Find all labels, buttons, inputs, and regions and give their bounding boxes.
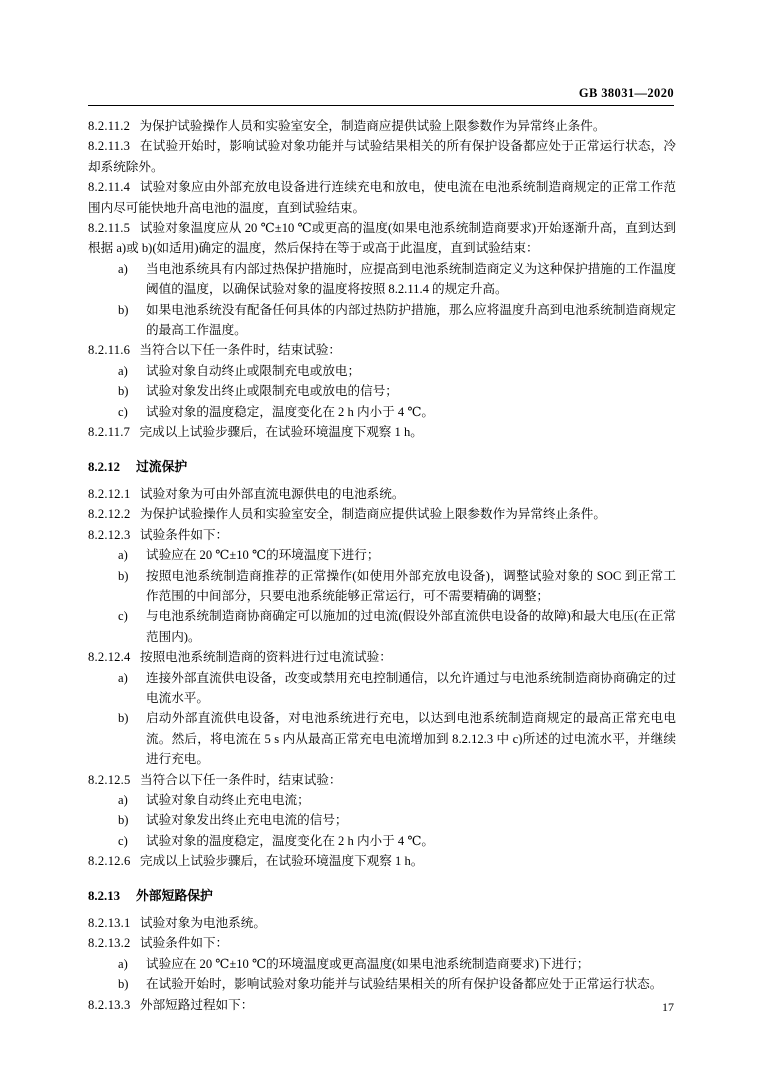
- list-item-text: 试验对象的温度稳定，温度变化在 2 h 内小于 4 ℃。: [146, 833, 435, 848]
- list-marker: b): [118, 568, 129, 583]
- list-item-text: 连接外部直流供电设备，改变或禁用充电控制通信，以允许通过与电池系统制造商协商确定的过电流水平。: [146, 670, 676, 705]
- clause-text: 试验条件如下：: [139, 527, 229, 542]
- list-item-text: 在试验开始时，影响试验对象功能并与试验结果相关的所有保护设备都应处于正常运行状态。: [146, 977, 663, 992]
- list-marker: c): [118, 404, 128, 419]
- list-item: [88, 259, 676, 300]
- clause-paragraph: [88, 116, 676, 136]
- section-title: 过流保护: [136, 459, 188, 474]
- clause-list: [88, 790, 676, 851]
- list-marker: b): [118, 302, 129, 317]
- list-item-text: 试验应在 20 ℃±10 ℃的环境温度下进行；: [146, 548, 380, 563]
- clause-number: 8.2.11.6: [88, 343, 131, 358]
- clause-text: 试验对象为可由外部直流电源供电的电池系统。: [139, 486, 405, 501]
- list-marker: a): [118, 363, 128, 378]
- list-marker: c): [118, 609, 128, 624]
- list-marker: a): [118, 793, 128, 807]
- clause-number: 8.2.12.6: [88, 854, 131, 869]
- list-item-text: 试验对象自动终止充电电流；: [146, 793, 310, 807]
- section-number: 8.2.12: [88, 459, 120, 474]
- list-marker: b): [118, 711, 129, 726]
- list-item: [88, 361, 676, 381]
- list-item: [88, 381, 676, 401]
- list-item-text: 与电池系统制造商协商确定可以施加的过电流(假设外部直流供电设备的故障)和最大电压(在正常范围内)。: [146, 609, 676, 644]
- clause-paragraph: [88, 422, 676, 442]
- list-item-text: 试验对象自动终止或限制充电或放电；: [146, 363, 361, 378]
- list-item: [88, 810, 676, 830]
- list-item: [88, 566, 676, 607]
- clause-text: 当符合以下任一条件时，结束试验：: [139, 772, 342, 787]
- clause-text: 试验对象应由外部充放电设备进行连续充电和放电，使电流在电池系统制造商规定的正常工作范围内尽可能快地升高电池的温度，直到试验结束。: [88, 180, 677, 215]
- clause-paragraph: [88, 647, 676, 667]
- clause-number: 8.2.13.3: [88, 997, 131, 1012]
- clause-paragraph: [88, 525, 676, 545]
- clause-paragraph: [88, 913, 676, 933]
- list-item: [88, 790, 676, 810]
- clause-text: 试验条件如下：: [139, 936, 229, 951]
- clause-number: 8.2.13.1: [88, 916, 131, 931]
- clause-number: 8.2.12.4: [88, 650, 131, 665]
- list-item-text: 试验应在 20 ℃±10 ℃的环境温度或更高温度(如果电池系统制造商要求)下进行；: [146, 956, 590, 971]
- clause-text: 为保护试验操作人员和实验室安全，制造商应提供试验上限参数作为异常终止条件。: [139, 119, 606, 133]
- clause-list: [88, 361, 676, 422]
- clause-number: 8.2.13.2: [88, 936, 131, 951]
- clause-list: [88, 259, 676, 341]
- clause-number: 8.2.11.7: [88, 425, 131, 440]
- list-item-text: 试验对象的温度稳定，温度变化在 2 h 内小于 4 ℃。: [146, 404, 435, 419]
- list-item: [88, 545, 676, 565]
- document-body: [88, 116, 676, 1015]
- clause-number: 8.2.12.2: [88, 507, 131, 522]
- page-number: 17: [662, 1000, 674, 1014]
- clause-number: 8.2.11.2: [88, 119, 131, 133]
- list-marker: b): [118, 384, 129, 399]
- clause-paragraph: [88, 177, 676, 218]
- list-item: [88, 606, 676, 647]
- section-number: 8.2.13: [88, 888, 120, 903]
- clause-paragraph: [88, 995, 676, 1015]
- clause-text: 当符合以下任一条件时，结束试验：: [139, 343, 342, 358]
- clause-paragraph: [88, 340, 676, 360]
- section-heading: [88, 886, 676, 906]
- list-item: [88, 954, 676, 974]
- section-heading: [88, 457, 676, 477]
- clause-number: 8.2.12.5: [88, 772, 131, 787]
- header-divider: [88, 105, 674, 106]
- list-item: [88, 708, 676, 769]
- section-title: 外部短路保护: [136, 888, 213, 903]
- clause-text: 外部短路过程如下：: [139, 997, 254, 1012]
- list-item-text: 试验对象发出终止或限制充电或放电的信号；: [146, 384, 398, 399]
- clause-list: [88, 545, 676, 647]
- clause-text: 试验对象温度应从 20 ℃±10 ℃或更高的温度(如果电池系统制造商要求)开始逐渐升高，直到达到根据 a)或 b)(如适用)确定的温度，然后保持在等于或高于此温度，直到试验结束：: [88, 221, 676, 256]
- clause-list: [88, 954, 676, 995]
- list-marker: c): [118, 833, 128, 848]
- clause-paragraph: [88, 770, 676, 790]
- clause-number: 8.2.11.4: [88, 180, 131, 195]
- list-item-text: 如果电池系统没有配备任何具体的内部过热防护措施，那么应将温度升高到电池系统制造商规定的最高工作温度。: [146, 302, 676, 338]
- clause-paragraph: [88, 484, 676, 504]
- clause-text: 完成以上试验步骤后，在试验环境温度下观察 1 h。: [139, 854, 424, 869]
- clause-paragraph: [88, 136, 676, 177]
- list-marker: a): [118, 956, 128, 971]
- list-item-text: 当电池系统具有内部过热保护措施时，应提高到电池系统制造商定义为这种保护措施的工作温度阈值的温度，以确保试验对象的温度将按照 8.2.11.4 的规定升高。: [146, 261, 676, 297]
- clause-text: 按照电池系统制造商的资料进行过电流试验：: [139, 650, 392, 665]
- list-item: [88, 974, 676, 994]
- clause-text: 完成以上试验步骤后，在试验环境温度下观察 1 h。: [139, 425, 423, 440]
- clause-text: 在试验开始时，影响试验对象功能并与试验结果相关的所有保护设备都应处于正常运行状态，冷却系统除外。: [88, 139, 677, 174]
- clause-number: 8.2.11.5: [88, 221, 131, 236]
- clause-number: 8.2.12.1: [88, 486, 131, 501]
- page-header-standard-number: GB 38031—2020: [578, 86, 674, 100]
- clause-text: 为保护试验操作人员和实验室安全，制造商应提供试验上限参数作为异常终止条件。: [139, 507, 606, 522]
- list-marker: a): [118, 261, 128, 276]
- list-marker: b): [118, 977, 129, 992]
- list-item: [88, 402, 676, 422]
- clause-list: [88, 668, 676, 770]
- clause-paragraph: [88, 218, 676, 259]
- clause-number: 8.2.11.3: [88, 139, 131, 154]
- list-item-text: 按照电池系统制造商推荐的正常操作(如使用外部充放电设备)，调整试验对象的 SOC 到正常工作范围的中间部分，只要电池系统能够正常运行，可不需要精确的调整；: [146, 568, 676, 603]
- list-marker: b): [118, 813, 129, 828]
- clause-paragraph: [88, 933, 676, 953]
- list-item-text: 启动外部直流供电设备，对电池系统进行充电，以达到电池系统制造商规定的最高正常充电电流。然后，将电流在 5 s 内从最高正常充电电流增加到 8.2.12.3 中 c)所述的过电流水平，并继续进行充电。: [146, 711, 676, 767]
- clause-paragraph: [88, 504, 676, 524]
- clause-text: 试验对象为电池系统。: [139, 916, 266, 931]
- list-marker: a): [118, 670, 128, 685]
- list-item-text: 试验对象发出终止充电电流的信号；: [146, 813, 348, 828]
- clause-paragraph: [88, 851, 676, 871]
- list-item: [88, 300, 676, 341]
- list-item: [88, 668, 676, 709]
- list-item: [88, 831, 676, 851]
- clause-number: 8.2.12.3: [88, 527, 131, 542]
- list-marker: a): [118, 548, 128, 563]
